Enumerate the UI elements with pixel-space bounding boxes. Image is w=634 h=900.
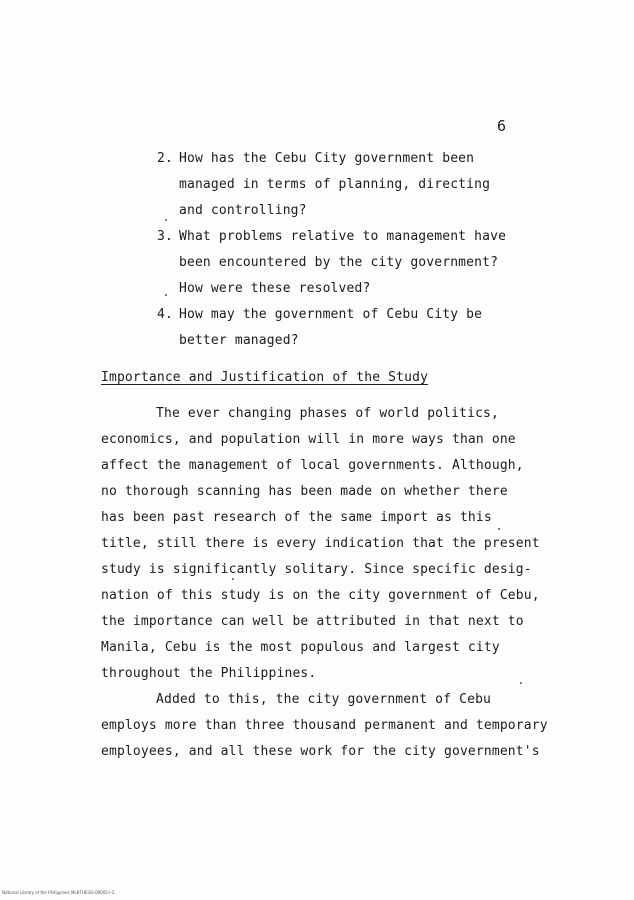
paragraph-line: the importance can well be attributed in that next to bbox=[101, 614, 524, 629]
question-line: better managed? bbox=[179, 333, 299, 348]
paragraph-line: study is significantly solitary. Since specific desig- bbox=[101, 562, 532, 577]
question-line: been encountered by the city government? bbox=[179, 255, 499, 270]
section-heading: Importance and Justification of the Study bbox=[101, 370, 429, 385]
paragraph-line: Manila, Cebu is the most populous and largest city bbox=[101, 640, 500, 655]
question-number: 4. bbox=[157, 307, 173, 322]
question-number: 2. bbox=[157, 151, 173, 166]
question-line: How may the government of Cebu City be bbox=[179, 307, 483, 322]
question-line: How has the Cebu City government been bbox=[179, 151, 475, 166]
question-line: How were these resolved? bbox=[179, 281, 371, 296]
paragraph-line: no thorough scanning has been made on whether there bbox=[101, 484, 508, 499]
scan-speck bbox=[498, 528, 500, 530]
page-number: 6 bbox=[497, 117, 507, 135]
paragraph-line: The ever changing phases of world politics, bbox=[156, 406, 499, 421]
scan-speck bbox=[165, 219, 167, 221]
scan-speck bbox=[165, 294, 167, 296]
question-line: What problems relative to management have bbox=[179, 229, 507, 244]
paragraph-line: Added to this, the city government of Cebu bbox=[156, 692, 492, 707]
question-line: managed in terms of planning, directing bbox=[179, 177, 491, 192]
paragraph-line: employees, and all these work for the city government's bbox=[101, 744, 540, 759]
paragraph-line: affect the management of local governments. Although, bbox=[101, 458, 524, 473]
paragraph-line: title, still there is every indication that the present bbox=[101, 536, 540, 551]
question-number: 3. bbox=[157, 229, 173, 244]
scan-speck bbox=[232, 578, 234, 580]
paragraph-line: employs more than three thousand permanent and temporary bbox=[101, 718, 548, 733]
scan-speck bbox=[520, 682, 522, 684]
question-line: and controlling? bbox=[179, 203, 307, 218]
scan-footer: National Library of the Philippines MLBTHESIS-00005-I-2 bbox=[2, 890, 115, 895]
paragraph-line: throughout the Philippines. bbox=[101, 666, 317, 681]
paragraph-line: has been past research of the same import as this bbox=[101, 510, 492, 525]
paragraph-line: economics, and population will in more ways than one bbox=[101, 432, 516, 447]
paragraph-line: nation of this study is on the city government of Cebu, bbox=[101, 588, 540, 603]
